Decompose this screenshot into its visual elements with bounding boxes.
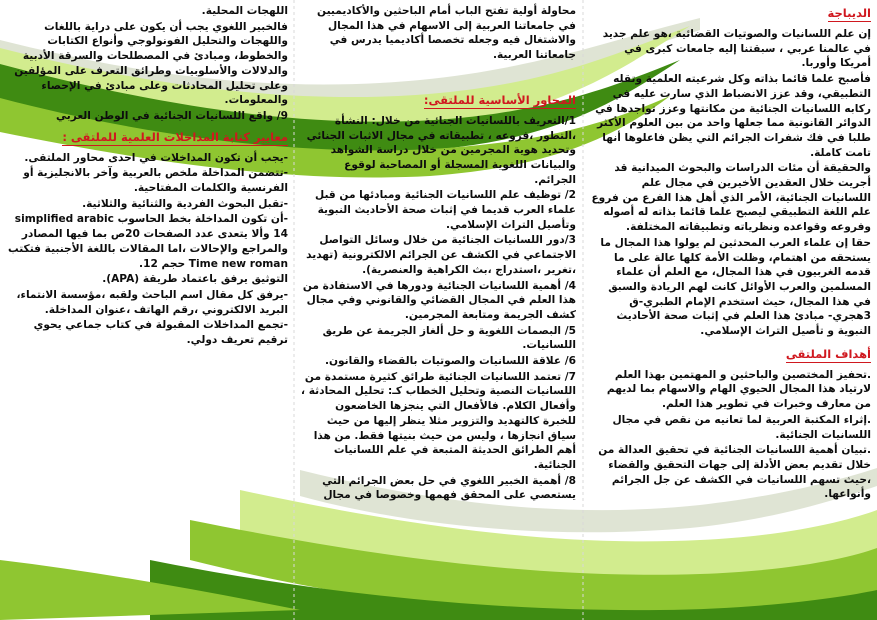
objectives-heading: أهداف الملتقى	[785, 346, 871, 361]
middle-column	[300, 0, 576, 620]
criteria-item: -تجمع المداخلات المقبولة في كتاب جماعي يحوي ترقيم تعريف دولي.	[33, 319, 288, 347]
preamble-paragraph: والحقيقة أن مئات الدراسات والبحوث الميدانية قد أجريت خلال العقدين الأخيرين في مجال علم اللسانيات الجنائية، الأمر الذي أهل هذا الفرع من فروع علم اللغة التطبيقي ليصبح علما قائما بذاته له أصوله وفروعه وقواعده ونظرياته وتطبيقاته المختلفة.	[591, 162, 871, 234]
right-column	[590, 0, 871, 620]
linguistic-expert-paragraph: فالخبير اللغوي يجب أن يكون على دراية باللغات واللهجات والتحليل الفونولوجي وأنواع الكتابات والخطوط، ومبادئ في المصطلحات والسرقة الأدبية والدلالات والأسلوبيات وطرائق التعرف على المؤلفين وعلى تحليل المحادثات وعلى مبادئ في الإحصاء والمعلومات.	[14, 20, 288, 107]
criteria-item: التوثيق يرفق باعتماد طريقة (APA).	[102, 273, 288, 286]
intro-paragraph: محاولة أولية تفتح الباب أمام الباحثين والأكاديميين في جامعاتنا العربية إلى الاسهام في هذا المجال والاشتغال فيه وجعله تخصصا أكاديميا يدرس في جامعاتنا العربية.	[317, 5, 576, 62]
objective-item: .إثراء المكتبة العربية لما تعانيه من نقص في مجال اللسانيات الجنائية.	[612, 413, 871, 441]
preamble-heading: الديباجة	[827, 6, 871, 20]
axes-heading: المحاور الأساسية للملتقى:	[423, 92, 576, 107]
preamble-paragraph: حقا إن علماء العرب المحدثين لم يولوا هذا المجال ما يستحقه من اهتمام، وظلت الأمة كلها عالة على ما قدمه الغربيون في هذا المجال، مع العلم أن علماء المسلمين والعرب الأوائل كانت لهم الريادة والسبق في هذا المجال، حيث استخدم الإمام الطبري-ق 3هجري- مبادئ هذا العلم في إثبات صحة الأحاديث النبوية و تأصيل التراث الإسلامي.	[600, 236, 871, 338]
axis-item: 4/ أهمية اللسانيات الجنائية ودورها في الاستفادة من هذا العلم في المجال القضائي والقانوني وفي مجال كشف الجريمة ومتابعة المجرمين.	[302, 279, 576, 321]
axis-item-9: 9/ واقع اللسانيات الجنائية في الوطن العربي	[56, 109, 288, 122]
axis-item: 5/ البصمات اللغوية و حل ألغاز الجريمة عن طريق اللسانيات.	[322, 324, 576, 352]
local-dialects-line: اللهجات المحلية.	[201, 5, 288, 17]
preamble-paragraph: فأصبح علما قائما بذاته وكل شرعيته العلمية وتقله التطبيقي، وقد عزز الانضباط الذي سارت عليه في ركابه اللسانيات الجنائية من مكانتها وعزز تواجدها في الدوائر القانونية مما جعلها واحد من بين العلوم الأكثر طلبا في فك شفرات الجرائم التي يظن فاعلوها أنها تامت كاملة.	[595, 73, 871, 159]
criteria-item: -تقبل البحوث الفردية والثنائية والثلاثية.	[82, 197, 288, 210]
criteria-item: -يجب أن تكون المداخلات في احدى محاور الملتقى.	[24, 151, 288, 164]
left-column	[8, 0, 288, 620]
axis-item: 3/دور اللسانيات الجنائية من خلال وسائل التواصل الاجتماعي في الكشف عن الجرائم الالكترونية (تهديد ،تغرير ،استدراج ،بث الكراهية والعنصرية).	[306, 234, 576, 276]
criteria-heading: معايير كتابة المداخلات العلمية للملتقى :	[62, 129, 288, 144]
axis-item: 7/ تعتمد اللسانيات الجنائية طرائق كثيرة مستمدة من اللسانيات النصية وتحليل الخطاب كـ: تحليل المحادثة ، وأفعال الكلام. فالأفعال التي ينجزها الخاضعون للخبرة كالتهديد والتزوير مثلا ينظر إليها من حيث سياق انجازها ، وليس من حيث بنيتها فقط. من هذا أهم الطرائق الحديثة المتبعة في علم اللسانيات الجنائية.	[301, 370, 576, 471]
axis-item: 1/التعريف باللسانيات الجنائية من خلال: النشأة ،التطور ،فروعه ، تطبيقاته في مجال الاثبات الجنائي وتحديد هوية المجرمين من خلال دراسة الشواهد والبيانات اللغوية المسجلة أو المصاحبة لوقوع الجرائم.	[306, 114, 576, 186]
objective-item: .تحفيز المختصين والباحثين و المهتمين بهذا العلم لارتياد هذا المجال الحيوي الهام والاسهام بما لديهم من معارف وخبرات في تطوير هذا العلم.	[606, 368, 871, 411]
objective-item: .تبيان أهمية اللسانيات الجنائية في تحقيق العدالة من خلال تقديم بعض الأدلة إلى جهات التحقيق والقضاء ،حيث تسهم اللسانيات في الكشف عن جل الجرائم وأنواعها.	[598, 444, 871, 501]
axis-item: 2/ توظيف علم اللسانيات الجنائية ومبادئها من قبل علماء العرب قديما في إثبات صحة الأحاديث النبوية وتأصيل التراث الإسلامي.	[315, 189, 576, 231]
criteria-item: -أن تكون المداخلة بخط الحاسوب simplified arabic 14 وألا يتعدى عدد الصفحات 20ص بما فيها المصادر والمراجع والإحالات ،اما المقالات باللغة الأجنبية فتكتب Time new roman حجم 12.	[8, 213, 288, 270]
axis-item: 6/ علاقة اللسانيات والصوتيات بالقضاء والقانون.	[324, 355, 576, 368]
criteria-item: -يرفق كل مقال اسم الباحث ولقبه ،مؤسسة الانتماء، البريد الالكتروني ،رقم الهاتف ،عنوان المداخلة.	[16, 288, 288, 316]
preamble-paragraph: إن علم اللسانيات والصوتيات القضائية ،هو علم جديد في عالمنا عربي ، سبقتنا إليه جامعات كبرى في أمريكا وأوربا.	[602, 28, 871, 70]
axis-item: 8/ أهمية الخبير اللغوي في حل بعض الجرائم التي يستعصي على المحقق فهمها وخصوصا في مجال	[322, 474, 576, 502]
criteria-item: -تتضمن المداخلة ملخص بالعربية وآخر بالانجليزية أو الفرنسية والكلمات المفتاحية.	[23, 167, 288, 195]
